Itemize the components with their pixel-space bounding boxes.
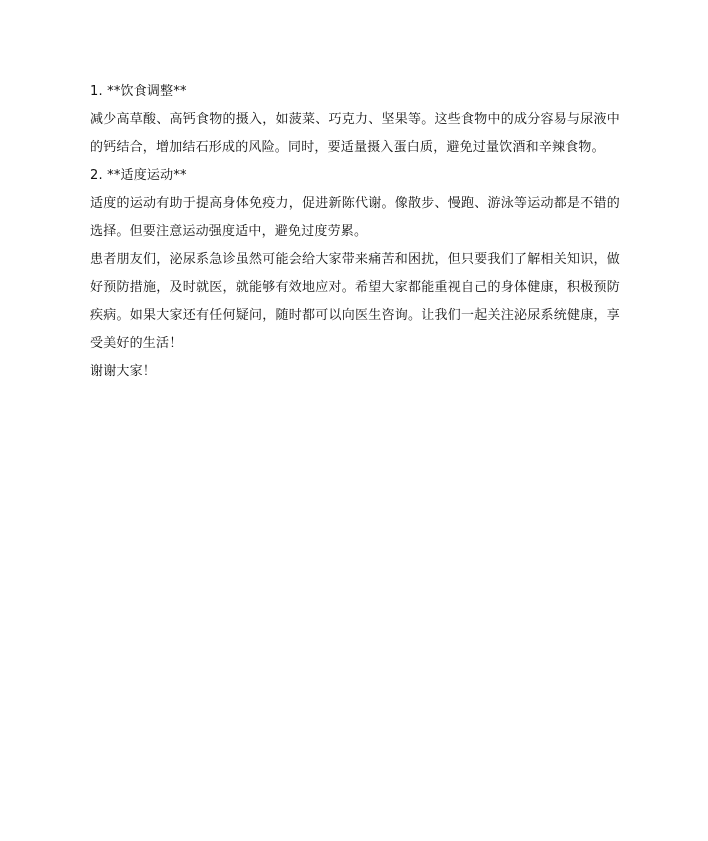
paragraph-closing: 患者朋友们，泌尿系急诊虽然可能会给大家带来痛苦和困扰，但只要我们了解相关知识，做好预防措施，及时就医，就能够有效地应对。希望大家都能重视自己的身体健康，积极预防疾病。如果大家还有任何疑问，随时都可以向医生咨询。让我们一起关注泌尿系统健康，享受美好的生活！ (90, 252, 620, 351)
document-body (90, 78, 620, 386)
paragraph-thanks: 谢谢大家！ (90, 364, 157, 379)
section-heading-exercise: 2. **适度运动** (90, 168, 187, 183)
section-heading-diet: 1. **饮食调整** (90, 84, 187, 99)
paragraph-diet: 减少高草酸、高钙食物的摄入，如菠菜、巧克力、坚果等。这些食物中的成分容易与尿液中的钙结合，增加结石形成的风险。同时，要适量摄入蛋白质，避免过量饮酒和辛辣食物。 (90, 112, 620, 155)
paragraph-exercise: 适度的运动有助于提高身体免疫力，促进新陈代谢。像散步、慢跑、游泳等运动都是不错的选择。但要注意运动强度适中，避免过度劳累。 (90, 196, 620, 239)
